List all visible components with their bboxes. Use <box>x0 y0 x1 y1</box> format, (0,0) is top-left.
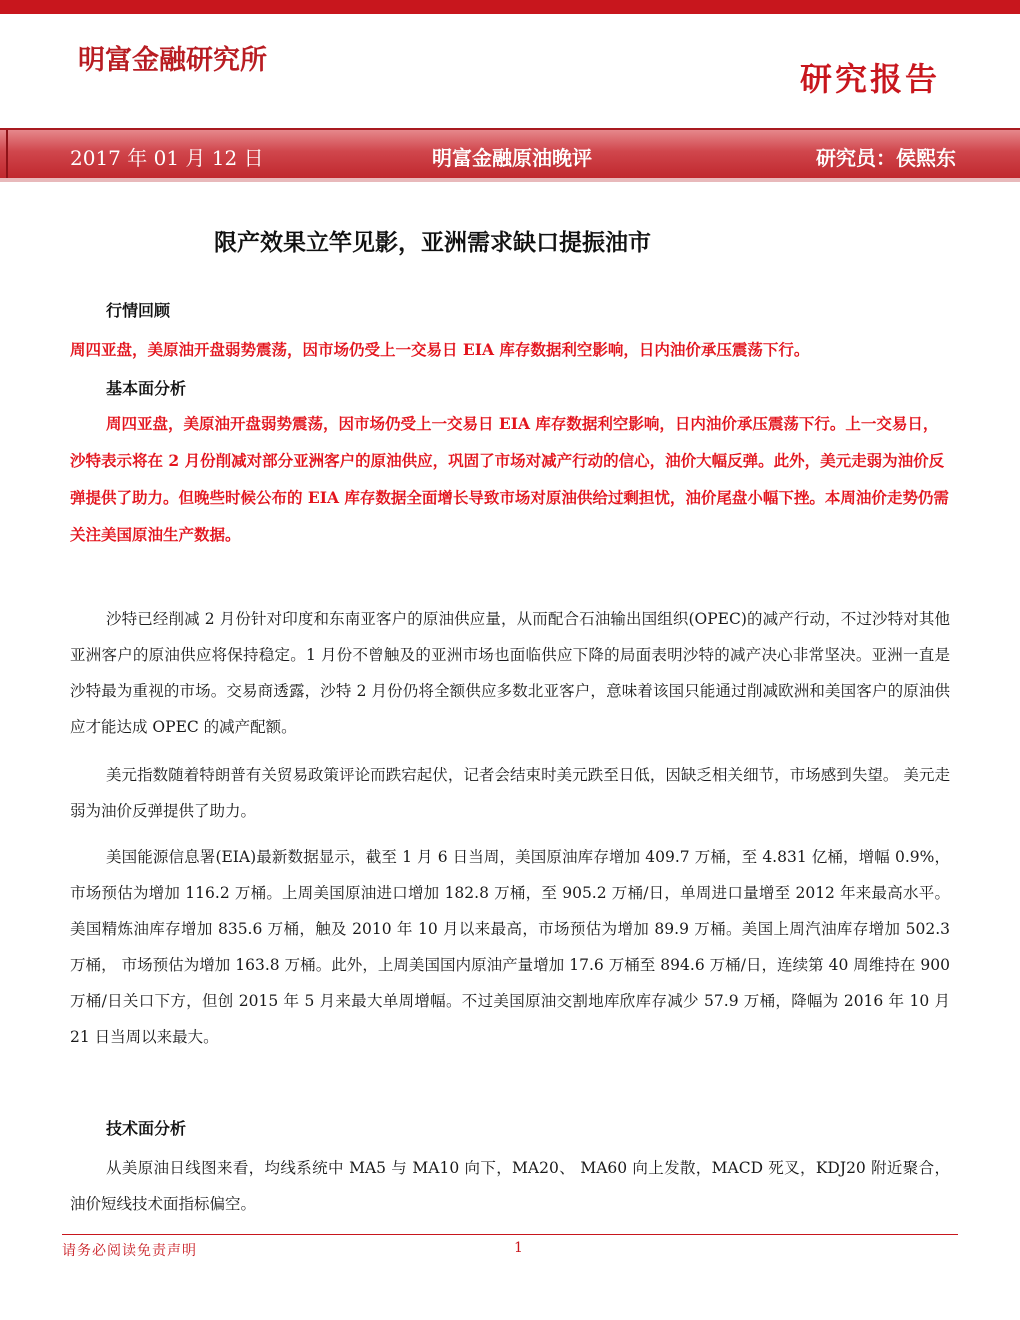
disclaimer-link[interactable]: 请务必阅读免责声明 <box>62 1243 197 1259</box>
header-band <box>0 128 1020 180</box>
header-band-inner <box>6 130 1020 178</box>
header-band-shadow <box>0 178 1020 182</box>
article-headline: 限产效果立竿见影，亚洲需求缺口提振油市 <box>214 229 651 256</box>
section-title-review: 行情回顾 <box>106 301 171 320</box>
paragraph-eia: 美国能源信息署(EIA)最新数据显示，截至 1 月 6 日当周，美国原油库存增加 409.7 万桶，至 4.831 亿桶，增幅 0.9%，市场预估为增加 116.2 万桶。上周美国原油进口增加 182.8 万桶，至 905.2 万桶/日，单周进口量增至 2012 年来最高水平。美国精炼油库存增加 835.6 万桶，触及 2010 年 10 月以来最高，市场预估为增加 89.9 万桶。美国上周汽油库存增加 502.3 万桶， 市场预估为增加 163.8 万桶。此外，上周美国国内原油产量增加 17.6 万桶至 894.6 万桶/日，连续第 40 周维持在 900 万桶/日关口下方，但创 2015 年 5 月来最大单周增幅。不过美国原油交割地库欣库存减少 57.9 万桶，降幅为 2016 年 10 月 21 日当周以来最大。 <box>70 848 950 1046</box>
paragraph-dollar: 美元指数随着特朗普有关贸易政策评论而跌宕起伏，记者会结束时美元跌至日低，因缺乏相关细节，市场感到失望。 美元走弱为油价反弹提供了助力。 <box>70 766 950 820</box>
report-type-title: 研究报告 <box>800 60 941 98</box>
technical-text: 从美原油日线图来看，均线系统中 MA5 与 MA10 向下，MA20、 MA60 向上发散，MACD 死叉，KDJ20 附近聚合，油价短线技术面指标偏空。 <box>70 1159 950 1213</box>
company-logo: 明富金融研究所 <box>78 45 267 76</box>
section-title-technical: 技术面分析 <box>106 1119 187 1138</box>
top-red-bar <box>0 0 1020 14</box>
report-date: 2017 年 01 月 12 日 <box>70 146 264 170</box>
report-series: 明富金融原油晚评 <box>432 146 592 170</box>
section-title-fundamental: 基本面分析 <box>106 379 187 398</box>
paragraph-saudi: 沙特已经削减 2 月份针对印度和东南亚客户的原油供应量，从而配合石油输出国组织(OPEC)的减产行动，不过沙特对其他亚洲客户的原油供应将保持稳定。1 月份不曾触及的亚洲市场也面临供应下降的局面表明沙特的减产决心非常坚决。亚洲一直是沙特最为重视的市场。交易商透露，沙特 2 月份仍将全额供应多数北亚客户，意味着该国只能通过削减欧洲和美国客户的原油供应才能达成 OPEC 的减产配额。 <box>70 610 950 736</box>
fundamental-text: 周四亚盘，美原油开盘弱势震荡，因市场仍受上一交易日 EIA 库存数据利空影响，日内油价承压震荡下行。上一交易日，沙特表示将在 2 月份削减对部分亚洲客户的原油供应，巩固了市场对减产行动的信心，油价大幅反弹。此外，美元走弱为油价反弹提供了助力。但晚些时候公布的 EIA 库存数据全面增长导致市场对原油供给过剩担忧，油价尾盘小幅下挫。本周油价走势仍需关注美国原油生产数据。 <box>70 414 949 544</box>
page-number: 1 <box>514 1240 523 1256</box>
review-text: 周四亚盘，美原油开盘弱势震荡，因市场仍受上一交易日 EIA 库存数据利空影响，日内油价承压震荡下行。 <box>70 340 810 359</box>
analyst-name: 研究员：侯熙东 <box>816 146 956 170</box>
footer-divider <box>62 1234 958 1235</box>
